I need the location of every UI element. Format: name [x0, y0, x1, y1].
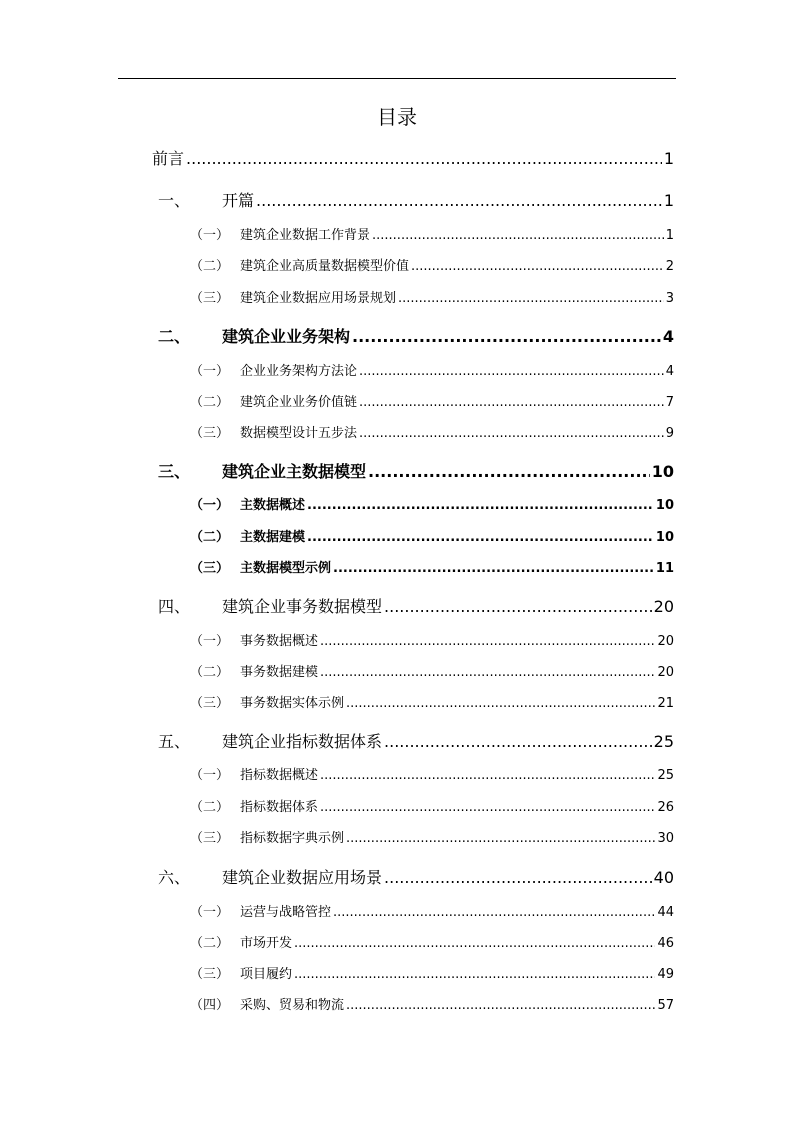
toc-entry-label: 采购、贸易和物流	[240, 998, 345, 1013]
toc-entry-page: 20	[653, 597, 674, 616]
toc-entry-label: 运营与战略管控	[240, 905, 332, 920]
toc-entry-number: 二、	[158, 327, 191, 346]
toc-entry-label: 事务数据概述	[240, 634, 319, 649]
dot-leader	[333, 904, 655, 922]
toc-entry-label: 项目履约	[240, 967, 293, 982]
dot-leader	[307, 529, 654, 547]
toc-entry[interactable]	[190, 664, 674, 682]
toc-entry-label: 建筑企业数据工作背景	[240, 228, 371, 243]
toc-entry-number: （三）	[190, 967, 230, 982]
toc-entry-number: （一）	[190, 364, 230, 379]
toc-entry-page: 11	[655, 561, 674, 576]
toc-entry-label: 主数据建模	[240, 530, 306, 545]
toc-entry[interactable]	[190, 529, 674, 547]
dot-leader	[411, 258, 664, 276]
toc-entry[interactable]	[190, 935, 674, 953]
dot-leader	[294, 935, 655, 953]
toc-entry[interactable]	[190, 799, 674, 817]
toc-entry-number: （三）	[190, 426, 230, 441]
toc-entry-number: 四、	[158, 597, 191, 616]
dot-leader	[256, 190, 662, 212]
toc-entry[interactable]	[190, 966, 674, 984]
toc-entry-label: 前言	[152, 149, 185, 168]
toc-entry-page: 30	[657, 831, 674, 846]
toc-entry[interactable]	[190, 425, 674, 443]
toc-entry-label: 建筑企业高质量数据模型价值	[240, 259, 410, 274]
toc-entry-number: （三）	[190, 561, 230, 576]
toc-entry[interactable]	[190, 633, 674, 651]
toc-entry-label: 建筑企业指标数据体系	[222, 732, 383, 751]
toc-entry-page: 1	[663, 149, 674, 168]
toc-entry[interactable]	[190, 227, 674, 245]
toc-entry-number: 五、	[158, 732, 191, 751]
toc-entry-label: 事务数据实体示例	[240, 696, 345, 711]
toc-entry[interactable]	[190, 258, 674, 276]
dot-leader	[307, 497, 654, 515]
toc-entry-label: 主数据模型示例	[240, 561, 332, 576]
dot-leader	[346, 997, 655, 1015]
dot-leader	[320, 664, 655, 682]
toc-entry-page: 46	[657, 936, 674, 951]
toc-entry-number: （一）	[190, 768, 230, 783]
toc-entry[interactable]	[190, 695, 674, 713]
toc-entry-label: 主数据概述	[240, 498, 306, 513]
toc-entry[interactable]	[158, 190, 674, 212]
dot-leader	[320, 633, 655, 651]
dot-leader	[346, 830, 655, 848]
toc-entry-page: 26	[657, 800, 674, 815]
toc-entry[interactable]	[190, 997, 674, 1015]
toc-entry-page: 10	[655, 530, 674, 545]
toc-entry-page: 7	[665, 395, 674, 410]
toc-entry-label: 企业业务架构方法论	[240, 364, 358, 379]
toc-entry-page: 20	[657, 634, 674, 649]
toc-entry-page: 4	[662, 327, 674, 346]
dot-leader	[359, 394, 664, 412]
toc-entry-label: 建筑企业数据应用场景	[222, 868, 383, 887]
toc-entry[interactable]	[158, 867, 674, 889]
toc-entry-label: 事务数据建模	[240, 665, 319, 680]
toc-entry[interactable]	[190, 497, 674, 515]
dot-leader	[333, 560, 654, 578]
toc-entry-label: 建筑企业业务价值链	[240, 395, 358, 410]
toc-entry-label: 建筑企业事务数据模型	[222, 597, 383, 616]
dot-leader	[384, 596, 652, 618]
toc-entry-number: （三）	[190, 291, 230, 306]
toc-entry-label: 指标数据体系	[240, 800, 319, 815]
dot-leader	[368, 461, 650, 483]
toc-entry-page: 2	[665, 259, 674, 274]
toc-entry-page: 3	[665, 291, 674, 306]
toc-entry-number: （一）	[190, 498, 230, 513]
toc-entry-number: （一）	[190, 228, 230, 243]
toc-entry-label: 数据模型设计五步法	[240, 426, 358, 441]
toc-entry-label: 市场开发	[240, 936, 293, 951]
dot-leader	[320, 767, 655, 785]
dot-leader	[359, 363, 664, 381]
toc-entry-page: 21	[657, 696, 674, 711]
toc-entry-number: （二）	[190, 800, 230, 815]
toc-entry[interactable]	[158, 326, 674, 348]
toc-entry-page: 49	[657, 967, 674, 982]
toc-entry[interactable]	[190, 830, 674, 848]
dot-leader	[384, 867, 652, 889]
toc-entry-page: 44	[657, 905, 674, 920]
toc-entry-number: 六、	[158, 868, 191, 887]
toc-entry-label: 建筑企业数据应用场景规划	[240, 291, 397, 306]
toc-entry[interactable]	[152, 148, 674, 170]
toc-entry[interactable]	[190, 560, 674, 578]
toc-entry[interactable]	[190, 290, 674, 308]
toc-entry-page: 25	[653, 732, 674, 751]
toc-entry-number: 一、	[158, 191, 191, 210]
toc-entry-number: （三）	[190, 696, 230, 711]
toc-entry-page: 10	[655, 498, 674, 513]
toc-entry-label: 开篇	[222, 191, 255, 210]
toc-entry-number: （四）	[190, 998, 230, 1013]
dot-leader	[372, 227, 664, 245]
toc-entry[interactable]	[158, 731, 674, 753]
toc-entry-page: 20	[657, 665, 674, 680]
toc-entry[interactable]	[190, 394, 674, 412]
dot-leader	[346, 695, 655, 713]
toc-entry-label: 建筑企业主数据模型	[222, 462, 367, 481]
toc-entry[interactable]	[190, 363, 674, 381]
toc-entry-page: 1	[665, 228, 674, 243]
toc-entry-page: 4	[665, 364, 674, 379]
toc-entry-number: （一）	[190, 634, 230, 649]
toc-entry-label: 指标数据概述	[240, 768, 319, 783]
toc-entry-page: 9	[665, 426, 674, 441]
toc-entry-number: （三）	[190, 831, 230, 846]
toc-entry[interactable]	[158, 461, 674, 483]
dot-leader	[384, 731, 652, 753]
dot-leader	[352, 326, 661, 348]
toc-entry-page: 25	[657, 768, 674, 783]
toc-entry-number: （二）	[190, 530, 230, 545]
dot-leader	[359, 425, 664, 443]
toc-entry-label: 指标数据字典示例	[240, 831, 345, 846]
toc-entry[interactable]	[158, 596, 674, 618]
toc-entry-number: 三、	[158, 462, 191, 481]
toc-entry-label: 建筑企业业务架构	[222, 327, 351, 346]
dot-leader	[398, 290, 664, 308]
toc-entry-number: （二）	[190, 259, 230, 274]
dot-leader	[320, 799, 655, 817]
toc-entry[interactable]	[190, 904, 674, 922]
dot-leader	[294, 966, 655, 984]
toc-entry-number: （二）	[190, 395, 230, 410]
toc-entry[interactable]	[190, 767, 674, 785]
dot-leader	[186, 148, 662, 170]
toc-entry-page: 1	[663, 191, 674, 210]
toc-entry-page: 10	[651, 462, 674, 481]
toc-entry-number: （一）	[190, 905, 230, 920]
toc-entry-page: 40	[653, 868, 674, 887]
toc-title: 目录	[377, 105, 417, 129]
toc-entry-page: 57	[657, 998, 674, 1013]
toc-entry-number: （二）	[190, 936, 230, 951]
toc-entry-number: （二）	[190, 665, 230, 680]
